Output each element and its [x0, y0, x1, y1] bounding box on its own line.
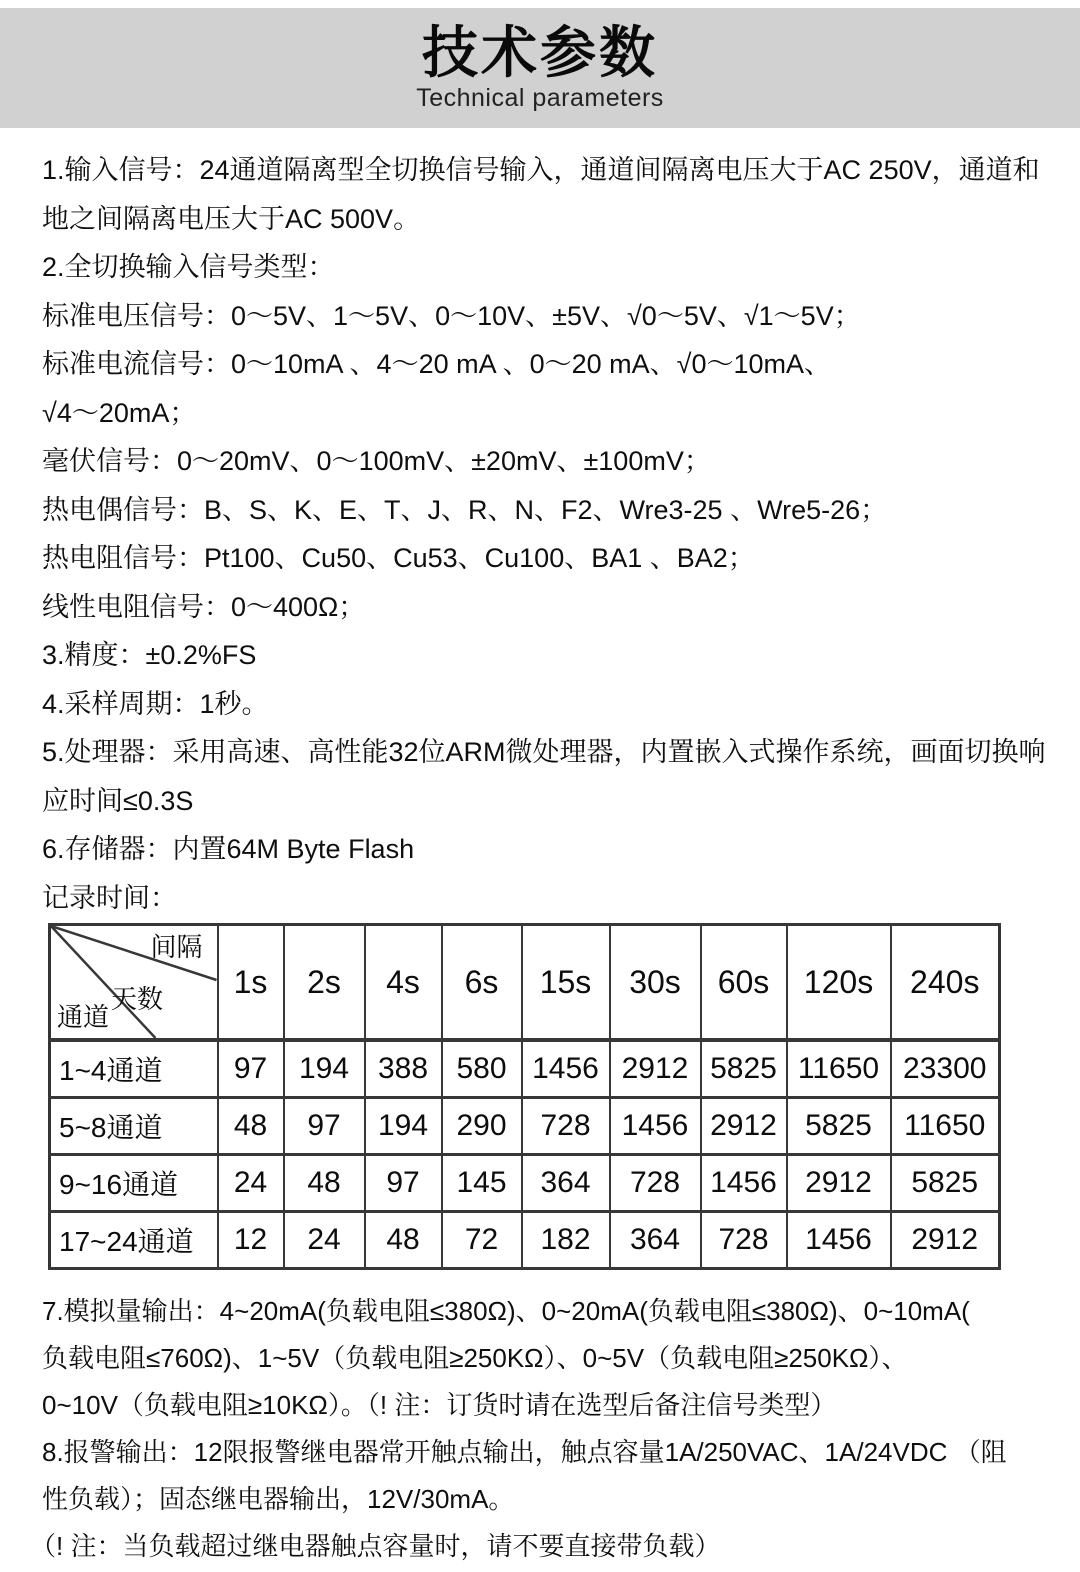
record-time-table — [48, 923, 1001, 1270]
spec-line: 标准电压信号：0～5V、1～5V、0～10V、±5V、√0～5V、√1～5V； — [42, 300, 861, 331]
interval-header: 2s — [284, 925, 365, 1041]
spec-line: 标准电流信号：0～10mA 、4～20 mA 、0～20 mA、√0～10mA、 — [42, 349, 832, 379]
table-cell: 1456 — [522, 1040, 610, 1098]
table-cell: 97 — [284, 1098, 365, 1155]
spec-line: 负载电阻≤760Ω)、1~5V（负载电阻≥250KΩ）、0~5V（负载电阻≥250KΩ）、 — [42, 1343, 908, 1373]
corner-label-interval: 间隔 — [150, 932, 203, 962]
table-row — [50, 1212, 1000, 1269]
spec-line: 3.精度：±0.2%FS — [42, 640, 257, 670]
table-cell: 364 — [610, 1212, 701, 1269]
specs-bottom — [30, 1288, 1052, 1570]
table-cell: 48 — [218, 1098, 284, 1155]
table-cell: 2912 — [891, 1212, 1000, 1269]
table-cell: 2912 — [610, 1040, 701, 1098]
table-cell: 194 — [365, 1098, 442, 1155]
table-cell: 580 — [442, 1040, 522, 1098]
table-cell: 1456 — [701, 1155, 787, 1212]
table-cell: 388 — [365, 1040, 442, 1098]
interval-header: 240s — [891, 925, 1000, 1041]
table-cell: 1456 — [787, 1212, 891, 1269]
spec-line: 4.采样周期：1秒。 — [42, 688, 269, 719]
spec-line: 性负载）；固态继电器输出，12V/30mA。 — [42, 1484, 515, 1514]
table-cell: 728 — [610, 1155, 701, 1212]
spec-line: 地之间隔离电压大于AC 500V。 — [42, 203, 421, 234]
table-cell: 24 — [284, 1212, 365, 1269]
table-cell: 11650 — [787, 1040, 891, 1098]
spec-line: 记录时间： — [42, 882, 177, 913]
table-cell: 23300 — [891, 1040, 1000, 1098]
spec-line: 毫伏信号：0～20mV、0～100mV、±20mV、±100mV； — [42, 446, 711, 476]
spec-line: 2.全切换输入信号类型： — [42, 252, 335, 282]
table-cell: 48 — [365, 1212, 442, 1269]
table-cell: 72 — [442, 1212, 522, 1269]
table-cell: 728 — [522, 1098, 610, 1155]
spec-line: 1.输入信号：24通道隔离型全切换信号输入，通道间隔离电压大于AC 250V，通道和 — [42, 155, 1040, 185]
interval-header: 30s — [610, 925, 701, 1041]
table-cell: 182 — [522, 1212, 610, 1269]
table-cell: 194 — [284, 1040, 365, 1098]
interval-header: 15s — [522, 925, 610, 1041]
row-label: 9~16通道 — [50, 1155, 218, 1212]
table-cell: 5825 — [891, 1155, 1000, 1212]
corner-label-days: 天数 — [111, 984, 164, 1014]
table-row — [50, 1040, 1000, 1098]
interval-header: 4s — [365, 925, 442, 1041]
page-title: 技术参数 — [422, 21, 658, 84]
corner-label-channel: 通道 — [57, 1002, 110, 1032]
table-cell: 11650 — [891, 1098, 1000, 1155]
spec-line: 8.报警输出：12限报警继电器常开触点输出，触点容量1A/250VAC、1A/24VDC （阻 — [42, 1437, 1007, 1467]
table-cell: 48 — [284, 1155, 365, 1212]
table-cell: 290 — [442, 1098, 522, 1155]
row-label: 5~8通道 — [50, 1098, 218, 1155]
interval-header: 60s — [701, 925, 787, 1041]
spec-line: 5.处理器：采用高速、高性能32位ARM微处理器，内置嵌入式操作系统，画面切换响 — [42, 737, 1046, 767]
table-row — [50, 1155, 1000, 1212]
interval-header: 6s — [442, 925, 522, 1041]
table-cell: 2912 — [701, 1098, 787, 1155]
row-label: 17~24通道 — [50, 1212, 218, 1269]
specs-top — [42, 146, 1052, 922]
row-label: 1~4通道 — [50, 1040, 218, 1098]
spec-line: （! 注：当负载超过继电器触点容量时，请不要直接带负载） — [30, 1531, 721, 1561]
table-cell: 12 — [218, 1212, 284, 1269]
spec-line: 6.存储器：内置64M Byte Flash — [42, 834, 415, 864]
interval-header: 1s — [218, 925, 284, 1041]
spec-line: 应时间≤0.3S — [42, 785, 194, 816]
table-cell: 364 — [522, 1155, 610, 1212]
spec-line: 线性电阻信号：0～400Ω； — [42, 591, 366, 622]
page-subtitle: Technical parameters — [416, 84, 664, 112]
spec-line: 0~10V（负载电阻≥10KΩ）。（! 注：订货时请在选型后备注信号类型） — [42, 1390, 837, 1420]
spec-line: 热电偶信号：B、S、K、E、T、J、R、N、F2、Wre3-25 、Wre5-26； — [42, 494, 888, 525]
table-cell: 5825 — [701, 1040, 787, 1098]
corner-cell — [50, 925, 218, 1041]
spec-line: √4～20mA； — [42, 397, 197, 428]
spec-line: 7.模拟量输出：4~20mA(负载电阻≤380Ω)、0~20mA(负载电阻≤380Ω)、0~10mA( — [42, 1296, 970, 1326]
table-cell: 5825 — [787, 1098, 891, 1155]
table-cell: 24 — [218, 1155, 284, 1212]
table-cell: 97 — [218, 1040, 284, 1098]
table-cell: 728 — [701, 1212, 787, 1269]
table-cell: 97 — [365, 1155, 442, 1212]
spec-line: 热电阻信号：Pt100、Cu50、Cu53、Cu100、BA1 、BA2； — [42, 543, 755, 573]
table-cell: 1456 — [610, 1098, 701, 1155]
table-row — [50, 1098, 1000, 1155]
table-cell: 145 — [442, 1155, 522, 1212]
table-cell: 2912 — [787, 1155, 891, 1212]
interval-header: 120s — [787, 925, 891, 1041]
